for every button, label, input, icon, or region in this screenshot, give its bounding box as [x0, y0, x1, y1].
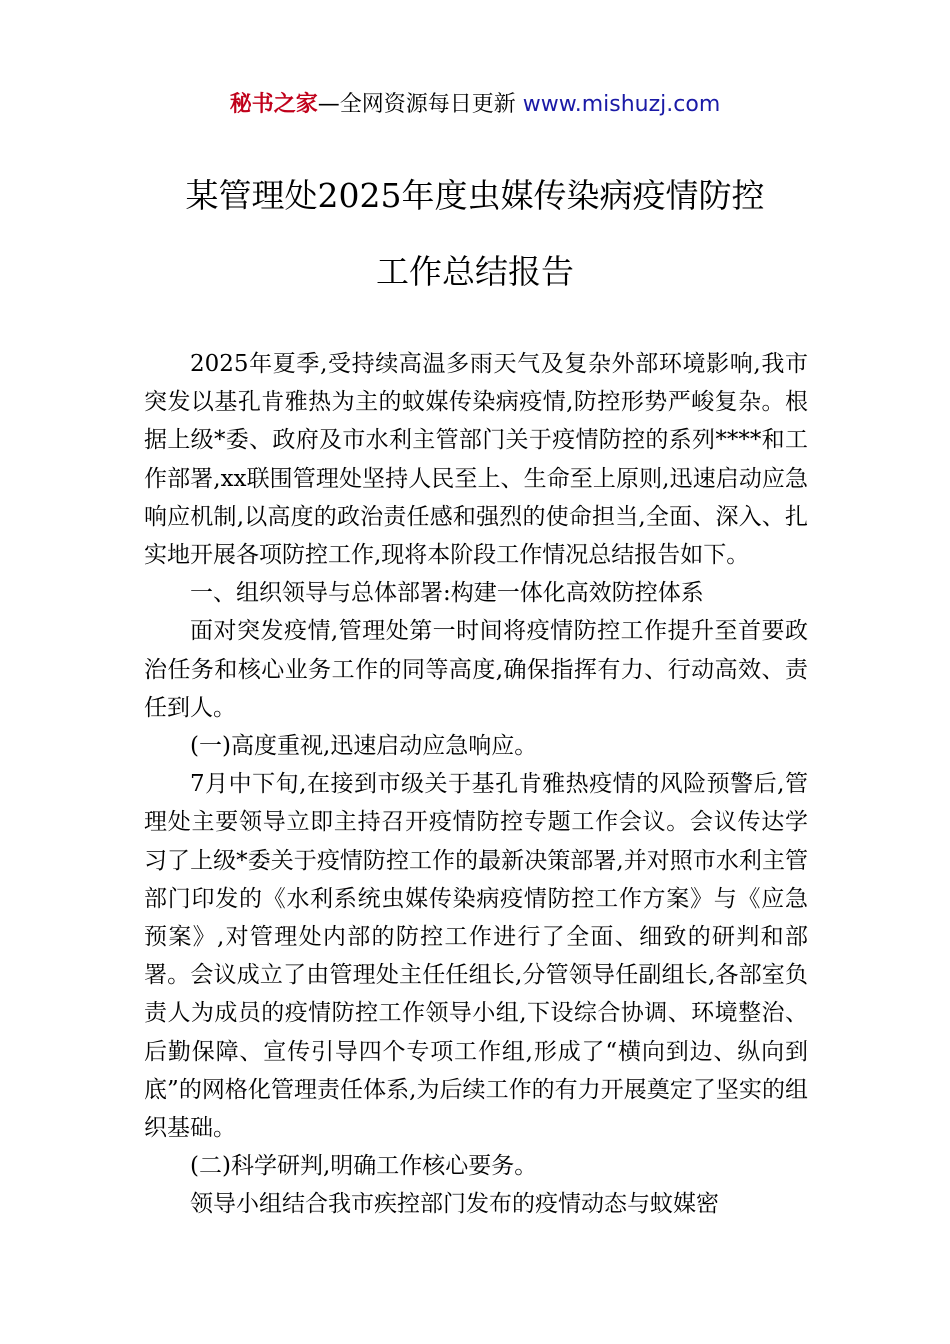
subsection-heading-2: (二)科学研判,明确工作核心要务。: [190, 1153, 538, 1180]
section-1-paragraph: 面对突发疫情,管理处第一时间将疫情防控工作提升至首要政治任务和核心业务工作的同等高度,确保指挥有力、行动高效、责任到人。: [144, 618, 808, 721]
site-brand: 秘书之家: [229, 92, 318, 117]
title-line-2: 工作总结报告: [376, 252, 574, 291]
subsection-1-paragraph: 7月中下旬,在接到市级关于基孔肯雅热疫情的风险预警后,管理处主要领导立即主持召开疫情防控专题工作会议。会议传达学习了上级*委关于疫情防控工作的最新决策部署,并对照市水利主管部门印发的《水利系统虫媒传染病疫情防控工作方案》与《应急预案》,对管理处内部的防控工作进行了全面、细致的研判和部署。会议成立了由管理处主任任组长,分管领导任副组长,各部室负责人为成员的疫情防控工作领导小组,下设综合协调、环境整治、后勤保障、宣传引导四个专项工作组,形成了“横向到边、纵向到底”的网格化管理责任体系,为后续工作的有力开展奠定了坚实的组织基础。: [144, 771, 808, 1142]
title-line-1: 某管理处2025年度虫媒传染病疫情防控: [185, 176, 765, 215]
section-heading-1: 一、组织领导与总体部署:构建一体化高效防控体系: [190, 580, 704, 607]
subsection-2-paragraph: 领导小组结合我市疾控部门发布的疫情动态与蚊媒密: [190, 1191, 719, 1218]
intro-paragraph: 2025年夏季,受持续高温多雨天气及复杂外部环境影响,我市突发以基孔肯雅热为主的蚊媒传染病疫情,防控形势严峻复杂。根据上级*委、政府及市水利主管部门关于疫情防控的系列****和工作部署,xx联围管理处坚持人民至上、生命至上原则,迅速启动应急响应机制,以高度的政治责任感和强烈的使命担当,全面、深入、扎实地开展各项防控工作,现将本阶段工作情况总结报告如下。: [144, 351, 808, 569]
site-url-link[interactable]: www.mishuzj.com: [522, 92, 721, 117]
subsection-heading-1: (一)高度重视,迅速启动应急响应。: [190, 733, 538, 760]
site-tagline: —全网资源每日更新: [317, 92, 523, 117]
site-header: [0, 88, 950, 122]
document-title: [120, 158, 830, 310]
document-body: [144, 345, 808, 1224]
